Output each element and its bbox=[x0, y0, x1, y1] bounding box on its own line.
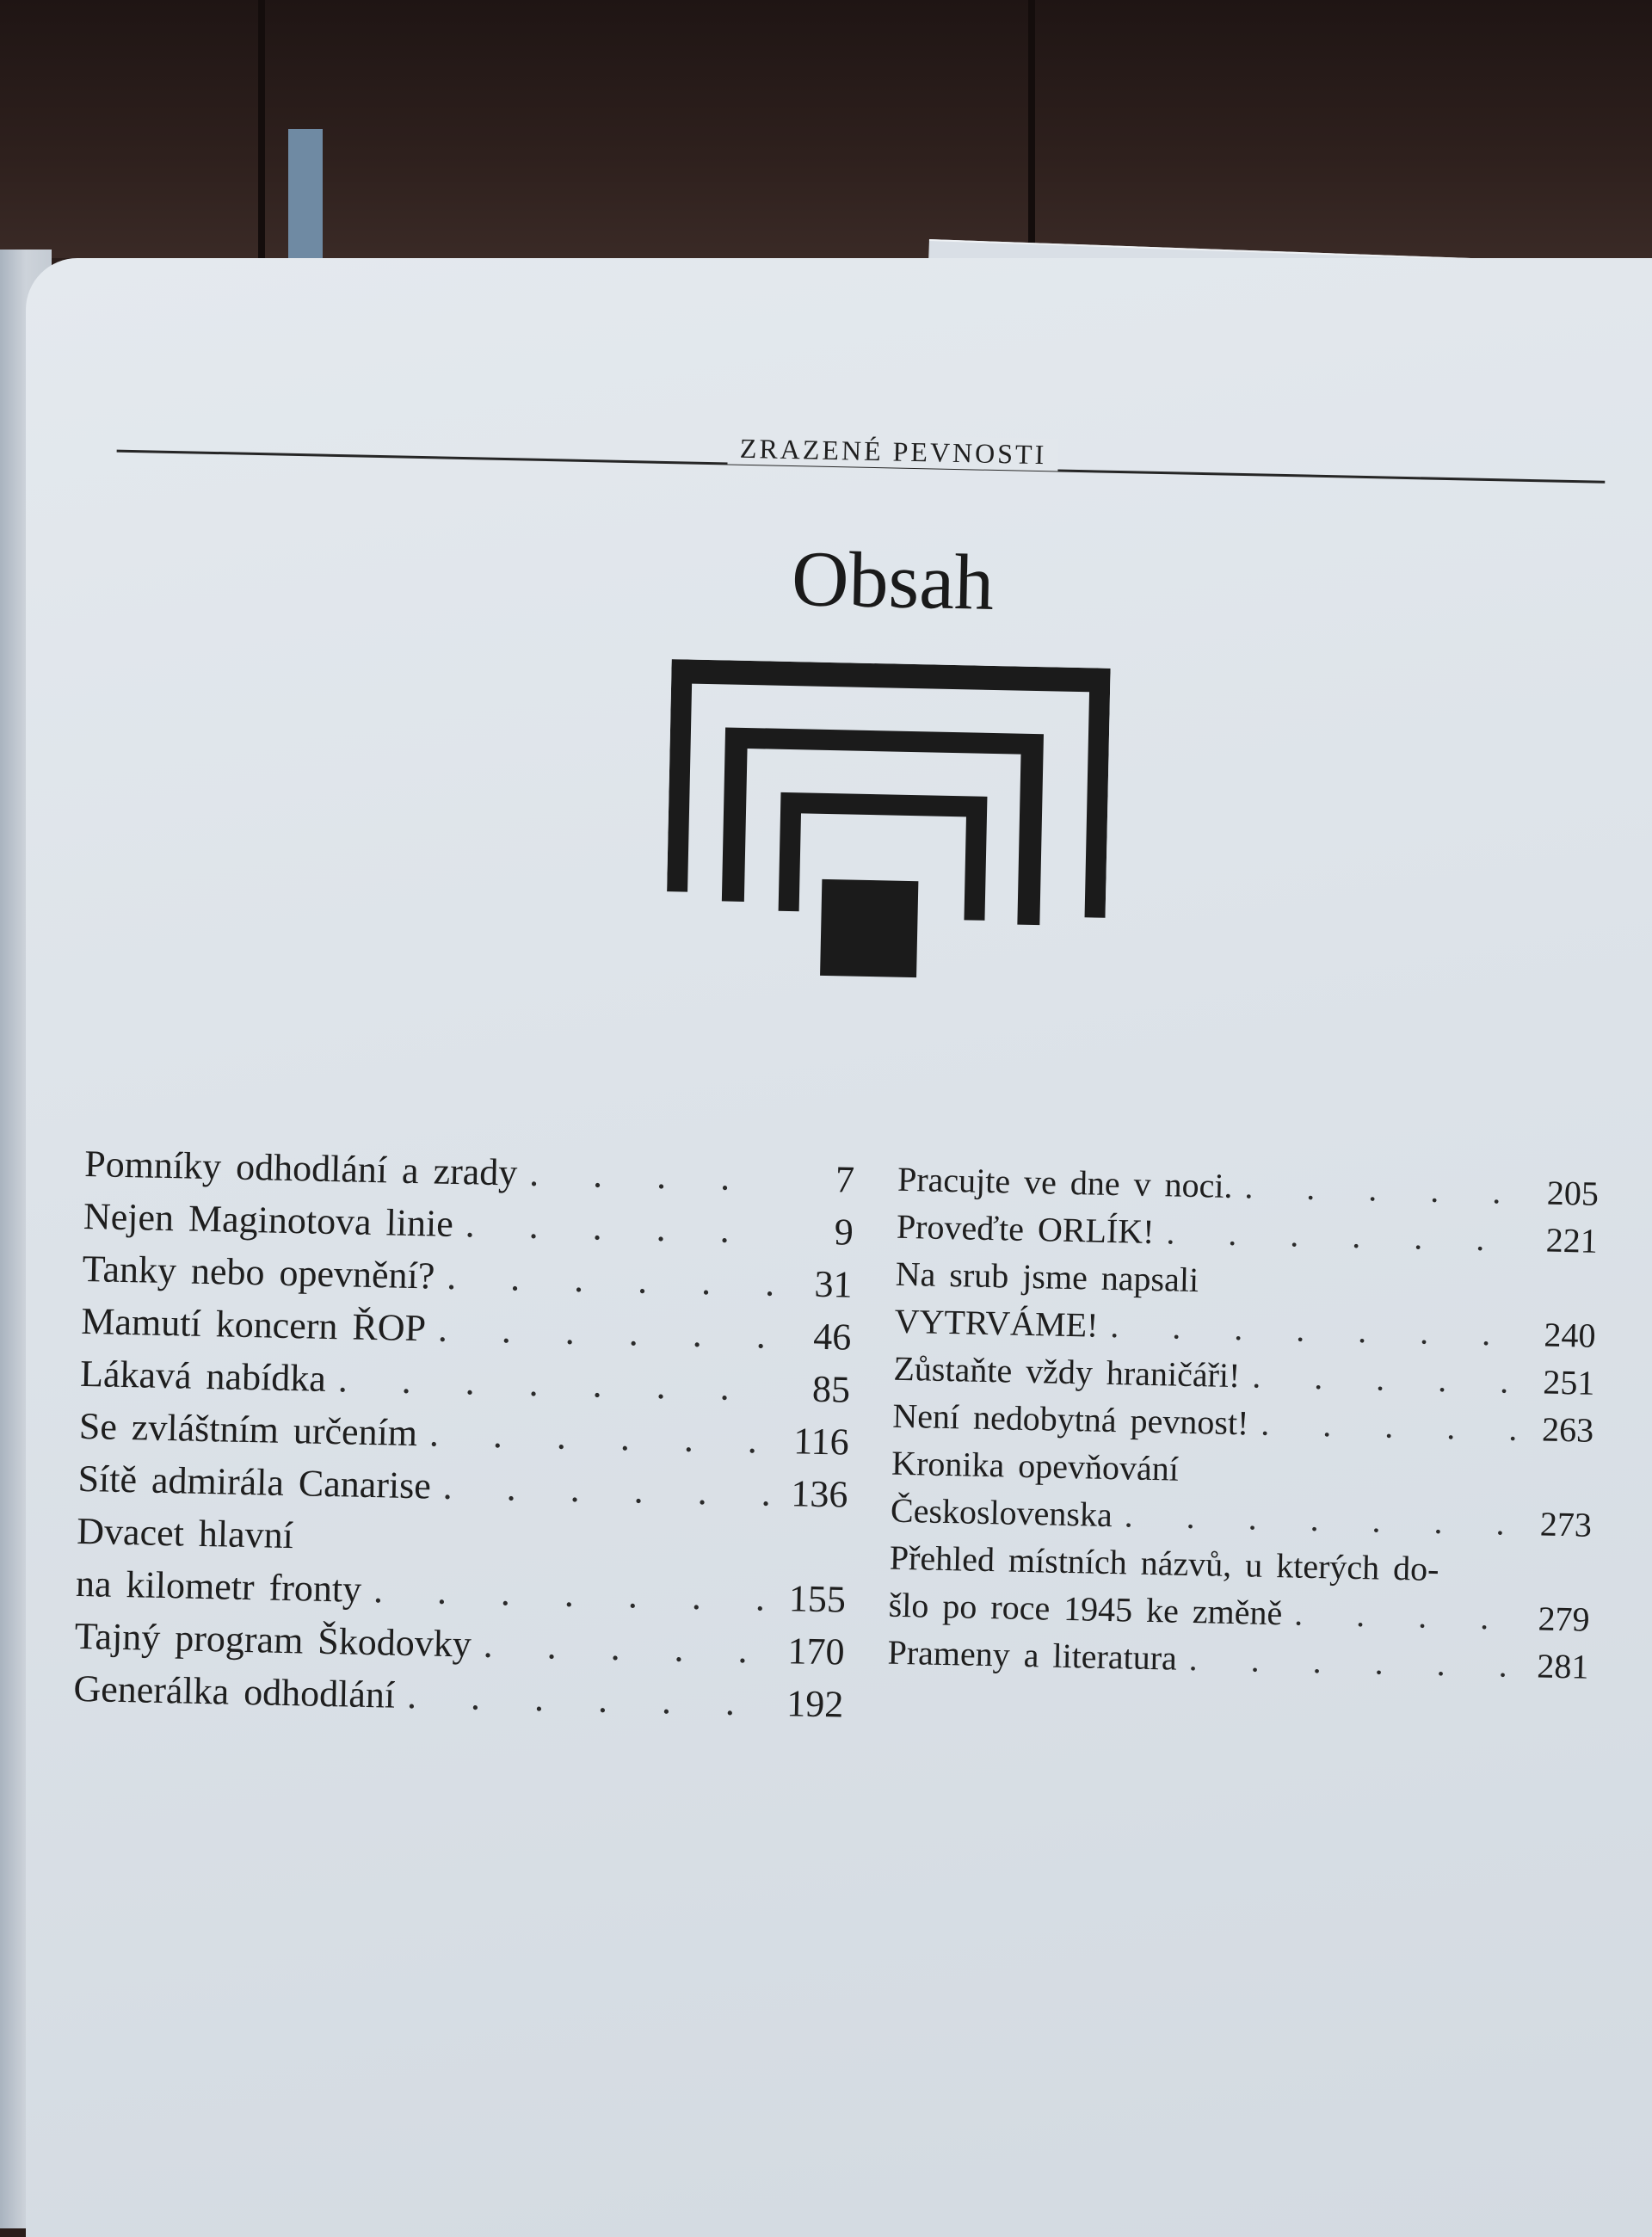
toc-entry-page: 7 bbox=[835, 1158, 855, 1201]
toc-dot-leader bbox=[325, 1357, 781, 1410]
toc-entry-page: 279 bbox=[1538, 1599, 1591, 1639]
toc-dot-leader bbox=[1098, 1305, 1536, 1355]
toc-entry-title: Lákavá nabídka bbox=[79, 1352, 327, 1400]
toc-entry-page: 221 bbox=[1545, 1220, 1599, 1260]
toc-entry-title: Pomníky odhodlání a zrady bbox=[83, 1142, 518, 1194]
toc-entry-page: 155 bbox=[788, 1577, 847, 1621]
toc-entry-page: 136 bbox=[790, 1472, 848, 1516]
toc-entry-page: 9 bbox=[834, 1211, 854, 1254]
toc-entry-title: šlo po roce 1945 ke změně bbox=[888, 1585, 1283, 1633]
toc-entry-page: 251 bbox=[1542, 1362, 1595, 1402]
toc-dot-leader bbox=[453, 1202, 785, 1253]
toc-dot-leader bbox=[1232, 1166, 1538, 1212]
toc-entry-title: Kronika opevňování bbox=[891, 1443, 1180, 1488]
page-title: Obsah bbox=[791, 534, 996, 626]
toc-entry-page: 31 bbox=[814, 1262, 854, 1306]
toc-entry-page: 85 bbox=[811, 1367, 851, 1411]
toc-entry-page: 205 bbox=[1546, 1173, 1600, 1213]
toc-entry-title: Sítě admirála Canarise bbox=[77, 1457, 432, 1507]
toc-entry-title: Zůstaňte vždy hraničáři! bbox=[893, 1348, 1241, 1396]
toc-dot-leader bbox=[471, 1623, 776, 1673]
toc-entry-page: 263 bbox=[1541, 1409, 1594, 1450]
toc-entry-title: Mamutí koncern ŘOP bbox=[80, 1299, 427, 1350]
toc-entry-title: VYTRVÁME! bbox=[894, 1301, 1099, 1345]
toc-dot-leader bbox=[435, 1254, 784, 1305]
toc-dot-leader bbox=[1112, 1494, 1532, 1544]
toc-dot-leader bbox=[395, 1673, 775, 1725]
toc-entry-title: Dvacet hlavní bbox=[76, 1509, 294, 1557]
toc-entry-page: 116 bbox=[792, 1420, 850, 1464]
toc-entry-title: Generálka odhodlání bbox=[73, 1667, 396, 1716]
toc-left-column bbox=[73, 1142, 855, 1735]
toc-dot-leader bbox=[517, 1151, 786, 1201]
toc-entry-page: 240 bbox=[1544, 1315, 1596, 1355]
toc-entry-title: Československa bbox=[890, 1490, 1113, 1535]
toc-entry-title: Přehled místních názvů, u kterých do- bbox=[889, 1538, 1439, 1589]
toc-dot-leader bbox=[430, 1464, 780, 1514]
toc-dot-leader bbox=[1248, 1402, 1534, 1449]
toc-entry-page: 170 bbox=[787, 1630, 846, 1673]
toc-entry-title: na kilometr fronty bbox=[75, 1562, 362, 1611]
toc-entry-page: 273 bbox=[1539, 1504, 1593, 1544]
toc-entry-title: Se zvláštním určením bbox=[78, 1404, 418, 1455]
toc-entry-title: Tajný program Škodovky bbox=[74, 1614, 472, 1666]
toc-dot-leader bbox=[1154, 1211, 1538, 1260]
toc-entry-title: Není nedobytná pevnost! bbox=[891, 1396, 1249, 1443]
toc-entry-page: 46 bbox=[812, 1315, 852, 1359]
toc-entry-title: Prameny a literatura bbox=[887, 1632, 1178, 1678]
toc-entry-title: Nejen Maginotova linie bbox=[83, 1194, 454, 1245]
toc-entry-page: 281 bbox=[1536, 1646, 1589, 1686]
toc-dot-leader bbox=[425, 1306, 782, 1358]
toc-entry-title: Tanky nebo opevnění? bbox=[82, 1247, 435, 1297]
toc-dot-leader bbox=[1240, 1355, 1535, 1402]
running-head: ZRAZENÉ PEVNOSTI bbox=[727, 432, 1058, 471]
toc-dot-leader bbox=[1282, 1593, 1530, 1638]
toc-dot-leader bbox=[1176, 1638, 1529, 1686]
nested-frames-emblem-icon bbox=[665, 659, 1111, 995]
toc-entry-page: 192 bbox=[786, 1682, 844, 1726]
toc-entry-title: Proveďte ORLÍK! bbox=[896, 1206, 1155, 1252]
toc-entry-title: Na srub jsme napsali bbox=[895, 1254, 1199, 1300]
toc-dot-leader bbox=[417, 1411, 781, 1463]
toc-right-column bbox=[887, 1159, 1599, 1694]
toc-entry-title: Pracujte ve dne v noci. bbox=[897, 1159, 1233, 1205]
toc-dot-leader bbox=[361, 1568, 778, 1620]
